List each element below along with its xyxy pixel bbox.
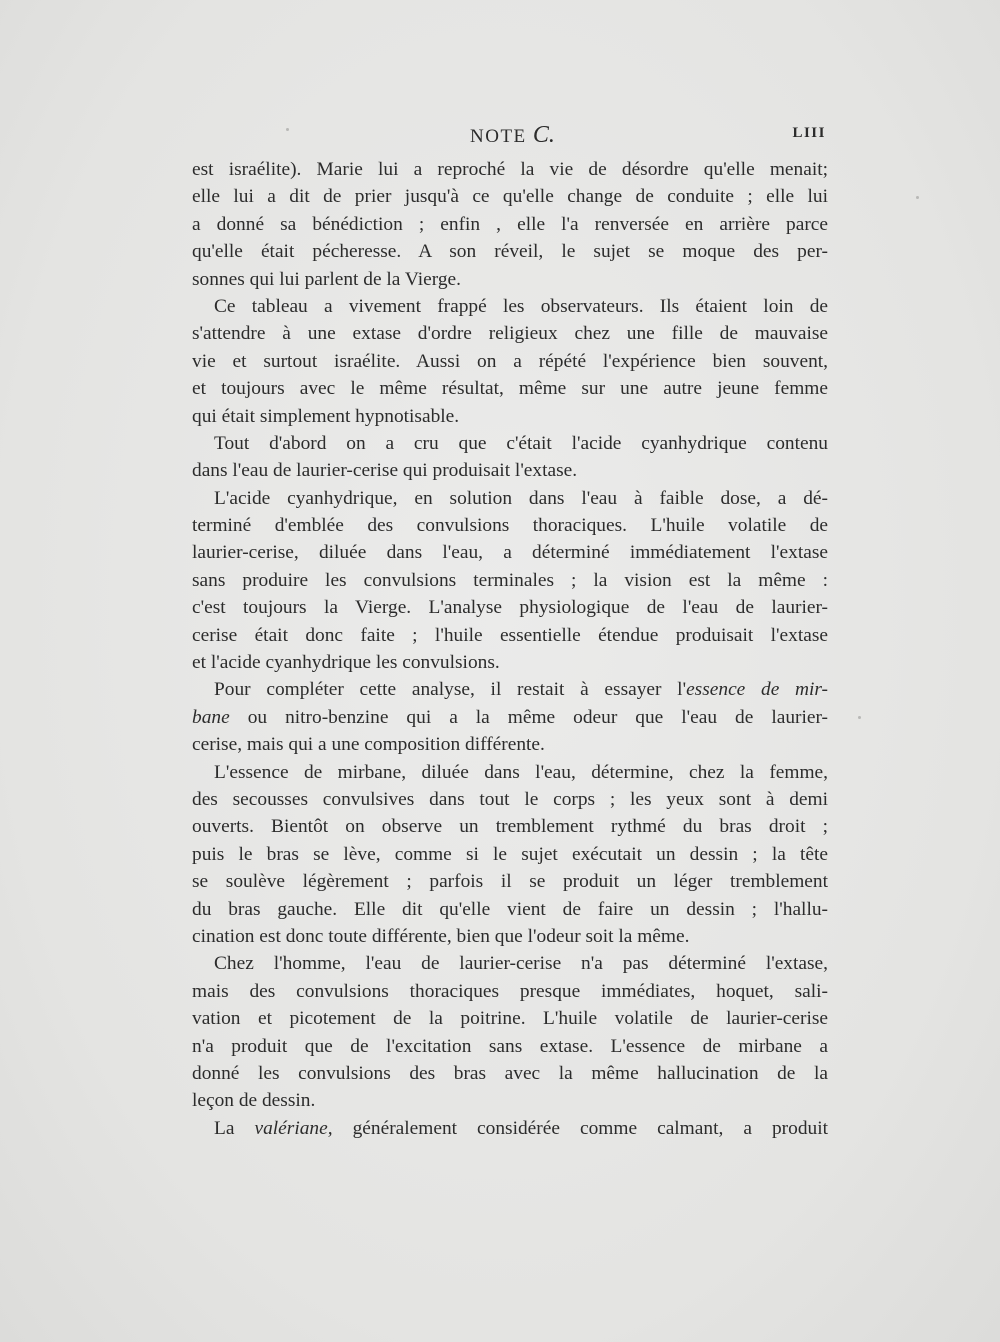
- text-line: Tout d'abord on a cru que c'était l'acide cyanhydrique contenu: [214, 432, 828, 454]
- text-line: sans produire les convulsions terminales ; la vision est la même :: [192, 569, 828, 591]
- text-line: [192, 676, 828, 703]
- text-line: [192, 704, 828, 731]
- text-line: [192, 1115, 828, 1142]
- text-line: L'essence de mirbane, diluée dans l'eau, détermine, chez la femme,: [214, 761, 828, 783]
- text-line: qui était simplement hypnotisable.: [192, 405, 460, 427]
- text-line: du bras gauche. Elle dit qu'elle vient de faire un dessin ; l'hallu-: [192, 898, 828, 920]
- text-line: des secousses convulsives dans tout le corps ; les yeux sont à demi: [192, 788, 828, 810]
- text-segment: La: [214, 1117, 255, 1139]
- paper-speck: [858, 716, 861, 719]
- text-line: a donné sa bénédiction ; enfin , elle l'a renversée en arrière parce: [192, 213, 828, 235]
- text-line: Chez l'homme, l'eau de laurier-cerise n'a pas déterminé l'extase,: [214, 953, 828, 975]
- text-line: dans l'eau de laurier-cerise qui produisait l'extase.: [192, 460, 578, 482]
- running-title: [470, 122, 555, 149]
- text-line: terminé d'emblée des convulsions thoraciques. L'huile volatile de: [192, 515, 828, 537]
- text-line: laurier-cerise, diluée dans l'eau, a déterminé immédiatement l'extase: [192, 542, 828, 564]
- text-line: vation et picotement de la poitrine. L'huile volatile de laurier-cerise: [192, 1008, 828, 1030]
- text-line: s'attendre à une extase d'ordre religieux chez une fille de mauvaise: [192, 323, 828, 345]
- text-line: mais des convulsions thoraciques presque immédiates, hoquet, sali-: [192, 980, 828, 1002]
- text-line: sonnes qui lui parlent de la Vierge.: [192, 268, 461, 290]
- text-line: n'a produit que de l'excitation sans extase. L'essence de mirbane a: [192, 1035, 828, 1057]
- running-title-letter: C.: [532, 122, 555, 148]
- text-line: cerise était donc faite ; l'huile essentielle étendue produisait l'extase: [192, 624, 828, 646]
- text-line: vie et surtout israélite. Aussi on a répété l'expérience bien souvent,: [192, 350, 828, 372]
- italic-term: bane: [192, 706, 230, 728]
- text-line: c'est toujours la Vierge. L'analyse physiologique de l'eau de laurier-: [192, 597, 828, 619]
- text-line: L'acide cyanhydrique, en solution dans l'eau à faible dose, a dé-: [214, 487, 828, 509]
- text-line: puis le bras se lève, comme si le sujet exécutait un dessin ; la tête: [192, 843, 828, 865]
- text-segment: ou nitro-benzine qui a la même odeur que l'eau de laurier-: [229, 706, 828, 728]
- text-line: cerise, mais qui a une composition différente.: [192, 734, 545, 756]
- text-segment: généralement considérée comme calmant, a produit: [332, 1117, 828, 1139]
- body-text: [192, 156, 828, 1142]
- text-line: leçon de dessin.: [192, 1090, 316, 1112]
- paper-speck: [916, 196, 919, 199]
- text-line: et l'acide cyanhydrique les convulsions.: [192, 652, 500, 674]
- text-line: donné les convulsions des bras avec la même hallucination de la: [192, 1062, 828, 1084]
- text-line: qu'elle était pécheresse. A son réveil, le sujet se moque des per-: [192, 241, 828, 263]
- running-head: [192, 122, 828, 152]
- italic-term: essence de mir-: [686, 679, 829, 701]
- running-title-word: NOTE: [470, 126, 527, 147]
- text-line: est israélite). Marie lui a reproché la vie de désordre qu'elle menait;: [192, 159, 828, 180]
- page-number: LIII: [792, 125, 826, 141]
- text-line: cination est donc toute différente, bien que l'odeur soit la même.: [192, 925, 690, 947]
- text-line: elle lui a dit de prier jusqu'à ce qu'elle change de conduite ; elle lui: [192, 186, 828, 208]
- paper-speck: [286, 128, 289, 131]
- text-segment: Pour compléter cette analyse, il restait à essayer l': [214, 679, 687, 701]
- text-line: ouverts. Bientôt on observe un tremblement rythmé du bras droit ;: [192, 816, 828, 838]
- text-line: et toujours avec le même résultat, même sur une autre jeune femme: [192, 378, 828, 400]
- text-line: Ce tableau a vivement frappé les observateurs. Ils étaient loin de: [214, 295, 828, 317]
- text-line: se soulève légèrement ; parfois il se produit un léger tremblement: [192, 871, 828, 893]
- italic-term: valériane,: [254, 1117, 333, 1139]
